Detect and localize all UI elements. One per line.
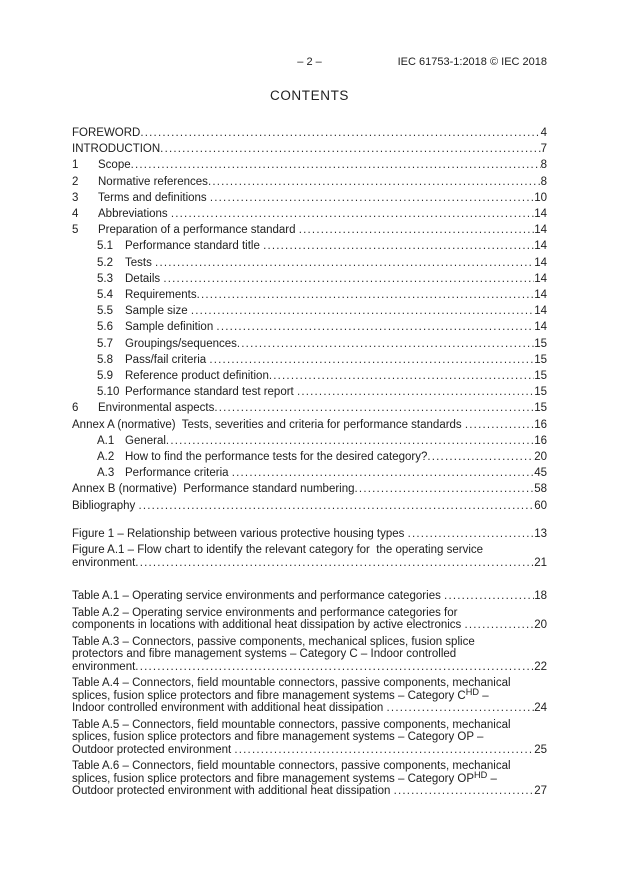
table-toc-entry[interactable] [72, 760, 547, 798]
page-content [72, 0, 547, 802]
toc-entry-number: 5.5 [97, 305, 113, 318]
superscript-text: HD [465, 687, 480, 698]
caption-line [72, 744, 547, 757]
table-toc-entry[interactable] [72, 719, 547, 757]
toc-entry-page: 14 [534, 305, 547, 318]
toc-entry-number: 6 [72, 402, 79, 415]
contents-title: CONTENTS [269, 88, 350, 103]
toc-entry[interactable] [72, 417, 547, 433]
toc-entry-number: 4 [72, 208, 79, 221]
dot-leader [427, 449, 534, 465]
dot-leader [135, 557, 534, 570]
caption-line [72, 731, 547, 744]
caption-line [72, 557, 547, 570]
caption-text: Outdoor protected environment [72, 743, 235, 756]
toc-entry[interactable] [72, 449, 547, 465]
toc-entry-page: 15 [534, 402, 547, 415]
toc-entry[interactable] [72, 481, 547, 497]
toc-entry-label: Reference product definition [125, 370, 269, 383]
caption-line [72, 544, 547, 557]
caption-text: Table A.5 – Connectors, field mountable connectors, passive components, mechanical [72, 718, 511, 731]
dot-leader [171, 206, 534, 222]
caption-line [72, 648, 547, 661]
toc-entry[interactable] [72, 498, 547, 514]
toc-entry-number: 5.7 [97, 337, 113, 350]
toc-entry-page: 10 [534, 191, 547, 204]
toc-entry-page: 14 [534, 321, 547, 334]
dot-leader [408, 528, 535, 541]
toc-entry-label: Performance criteria [125, 467, 232, 480]
dot-leader [155, 255, 534, 271]
dot-leader [135, 661, 534, 674]
toc-entry-page: 14 [534, 289, 547, 302]
toc-entry[interactable] [72, 352, 547, 368]
caption-text: splices, fusion splice protectors and fibre management systems – Category $OP^{HD}$ – [72, 770, 497, 785]
caption-text: splices, fusion splice protectors and fibre management systems – Category $C^{HD}$ – [72, 687, 489, 702]
figures-list [72, 528, 547, 570]
figure-toc-entry[interactable] [72, 544, 547, 569]
dot-leader [269, 368, 534, 384]
dot-leader [234, 744, 534, 757]
dot-leader [163, 271, 534, 287]
dot-leader [191, 303, 534, 319]
tables-list [72, 590, 547, 798]
dot-leader [138, 498, 534, 514]
caption-line [72, 719, 547, 732]
caption-line [72, 636, 547, 649]
toc-entry-number: 5.8 [97, 353, 113, 366]
dot-leader [131, 157, 541, 173]
toc-entry[interactable] [72, 141, 547, 157]
toc-entry[interactable] [72, 271, 547, 287]
caption-page: 27 [534, 785, 547, 798]
toc-entry-page: 45 [534, 467, 547, 480]
toc-entry-label: Annex B (normative) Performance standard numbering [72, 483, 355, 496]
toc-entry-label: How to find the performance tests for the desired category? [125, 451, 428, 464]
toc-entry-page: 14 [534, 256, 547, 269]
dot-leader [232, 465, 534, 481]
caption-text: protectors and fibre management systems – Category C – Indoor controlled [72, 648, 457, 661]
dot-leader [297, 384, 534, 400]
dot-leader [465, 619, 535, 632]
toc-entry-page: 14 [534, 208, 547, 221]
toc-entry-page: 15 [534, 337, 547, 350]
toc-entry-label: FOREWORD [72, 127, 141, 139]
toc-entry-label: Tests [125, 256, 156, 269]
caption-line [72, 687, 547, 703]
toc-entry-page: 14 [534, 224, 547, 237]
toc-entry-number: 2 [72, 175, 79, 188]
toc-entry-label: Groupings/sequences [125, 337, 237, 350]
toc-entry-label: Annex A (normative) Tests, severities and criteria for performance standards [72, 418, 465, 431]
toc-entry-label: Environmental aspects [98, 402, 215, 415]
caption-line [72, 590, 547, 603]
dot-leader [465, 417, 534, 433]
caption-line [72, 702, 547, 715]
caption-text: components in locations with additional heat dissipation by active electronics [72, 619, 465, 632]
caption-line [72, 607, 547, 620]
toc-entry[interactable] [72, 222, 547, 238]
toc-entry-page: 16 [534, 418, 547, 431]
toc-entry-label: Performance standard test report [125, 386, 297, 399]
toc-entry-number: A.2 [97, 451, 115, 464]
table-toc-entry[interactable] [72, 607, 547, 632]
caption-line [72, 785, 547, 798]
toc-entry-label: Pass/fail criteria [125, 353, 210, 366]
toc-entry[interactable] [72, 238, 547, 254]
page-header [72, 56, 547, 69]
toc-entry-number: 5.9 [97, 370, 113, 383]
toc-entry[interactable] [72, 368, 547, 384]
toc-entry-page: 20 [534, 451, 547, 464]
caption-text: Figure A.1 – Flow chart to identify the relevant category for the operating service [72, 544, 484, 557]
dot-leader [208, 174, 541, 190]
caption-text: Table A.3 – Connectors, passive components, mechanical splices, fusion splice [72, 635, 475, 648]
toc-entry-page: 15 [534, 353, 547, 366]
toc-entry[interactable] [72, 206, 547, 222]
dot-leader [216, 319, 534, 335]
toc-entry-label: Details [125, 272, 164, 285]
caption-text: Figure 1 – Relationship between various protective housing types [72, 527, 408, 540]
toc-entry-page: 16 [534, 434, 547, 447]
toc-entry-page: 14 [534, 272, 547, 285]
dot-leader [166, 433, 534, 449]
caption-page: 21 [534, 556, 547, 569]
toc-entry[interactable] [72, 400, 547, 416]
toc-entry-page: 7 [540, 143, 547, 156]
dot-leader [263, 238, 534, 254]
toc-entry-number: 5.2 [97, 256, 113, 269]
dot-leader [394, 785, 535, 798]
toc-entry-number: 5.4 [97, 289, 113, 302]
toc-entry-page: 58 [534, 483, 547, 496]
toc-entry[interactable] [72, 190, 547, 206]
caption-page: 24 [534, 702, 547, 715]
toc-entry-number: 3 [72, 191, 79, 204]
toc-entry-label: Bibliography [72, 499, 139, 512]
toc-entry[interactable] [72, 336, 547, 352]
caption-text: Table A.1 – Operating service environments and performance categories [72, 590, 445, 603]
table-toc-entry[interactable] [72, 636, 547, 674]
caption-line [72, 528, 547, 541]
toc-entry-number: 5.1 [97, 240, 113, 253]
toc-entry[interactable] [72, 303, 547, 319]
toc-entry[interactable] [72, 287, 547, 303]
toc-entry-label: INTRODUCTION [72, 143, 161, 156]
toc-entry-label: Performance standard title [125, 240, 264, 253]
toc-entry-page: 4 [540, 127, 547, 139]
toc-entry[interactable] [72, 433, 547, 449]
toc-entry-number: 5.6 [97, 321, 113, 334]
table-toc-entry[interactable] [72, 677, 547, 715]
caption-text: environment [72, 556, 136, 569]
caption-text: Table A.2 – Operating service environments and performance categories for [72, 606, 458, 619]
table-toc-entry[interactable] [72, 590, 547, 603]
caption-page: 13 [534, 527, 547, 540]
dot-leader [209, 352, 534, 368]
toc-entry-number: A.1 [97, 434, 115, 447]
toc-entry-number: 5.3 [97, 272, 113, 285]
section-gap-figures [72, 514, 547, 528]
caption-text: Table A.6 – Connectors, field mountable connectors, passive components, mechanical [72, 760, 511, 773]
toc-entry-label: Normative references [98, 175, 208, 188]
caption-text: Outdoor protected environment with additional heat dissipation [72, 785, 394, 798]
toc-entry-page: 8 [540, 159, 547, 172]
caption-line [72, 661, 547, 674]
toc-entry[interactable] [72, 174, 547, 190]
dot-leader [299, 222, 534, 238]
toc-entry[interactable] [72, 255, 547, 271]
toc-entry-number: A.3 [97, 467, 115, 480]
dot-leader [355, 481, 535, 497]
toc-entry-label: Preparation of a performance standard [98, 224, 299, 237]
dot-leader [444, 590, 534, 603]
superscript-text: HD [474, 770, 488, 781]
caption-line [72, 770, 547, 786]
toc-entry-label: General [125, 434, 166, 447]
dot-leader [237, 336, 534, 352]
toc-entry-label: Requirements [125, 289, 197, 302]
figure-toc-entry[interactable] [72, 528, 547, 541]
toc-entry-label: Terms and definitions [98, 191, 210, 204]
header-page-number: – 2 – [297, 56, 322, 68]
toc-entry[interactable] [72, 125, 547, 141]
caption-page: 22 [534, 660, 547, 673]
caption-line [72, 619, 547, 632]
dot-leader [214, 400, 534, 416]
caption-page: 18 [534, 590, 547, 603]
toc-entry-page: 8 [540, 175, 547, 188]
toc-entry-number: 5 [72, 224, 79, 237]
toc-entry-page: 15 [534, 370, 547, 383]
toc-entry-label: Sample definition [125, 321, 217, 334]
section-gap-tables [72, 573, 547, 590]
dot-leader [387, 702, 535, 715]
caption-text: splices, fusion splice protectors and fibre management systems – Category OP – [72, 731, 484, 744]
toc-entry-page: 15 [534, 386, 547, 399]
toc-entry[interactable] [72, 384, 547, 400]
toc-entry-number: 1 [72, 159, 79, 172]
toc-entry-page: 14 [534, 240, 547, 253]
caption-page: 25 [534, 743, 547, 756]
dot-leader [140, 125, 540, 141]
toc-entry[interactable] [72, 157, 547, 173]
toc-entry-label: Abbreviations [98, 208, 171, 221]
caption-page: 20 [534, 619, 547, 632]
toc-list [72, 125, 547, 514]
caption-text: Indoor controlled environment with additional heat dissipation [72, 702, 387, 715]
caption-text: Table A.4 – Connectors, field mountable connectors, passive components, mechanical [72, 677, 511, 690]
toc-entry-number: 5.10 [97, 386, 120, 399]
toc-entry-label: Sample size [125, 305, 191, 318]
toc-entry-label: Scope [98, 159, 131, 172]
toc-entry[interactable] [72, 319, 547, 335]
toc-entry[interactable] [72, 465, 547, 481]
caption-text: environment [72, 660, 136, 673]
dot-leader [210, 190, 534, 206]
dot-leader [197, 287, 535, 303]
toc-entry-page: 60 [534, 499, 547, 512]
dot-leader [160, 141, 540, 157]
header-doc-reference: IEC 61753-1:2018 © IEC 2018 [397, 56, 547, 68]
